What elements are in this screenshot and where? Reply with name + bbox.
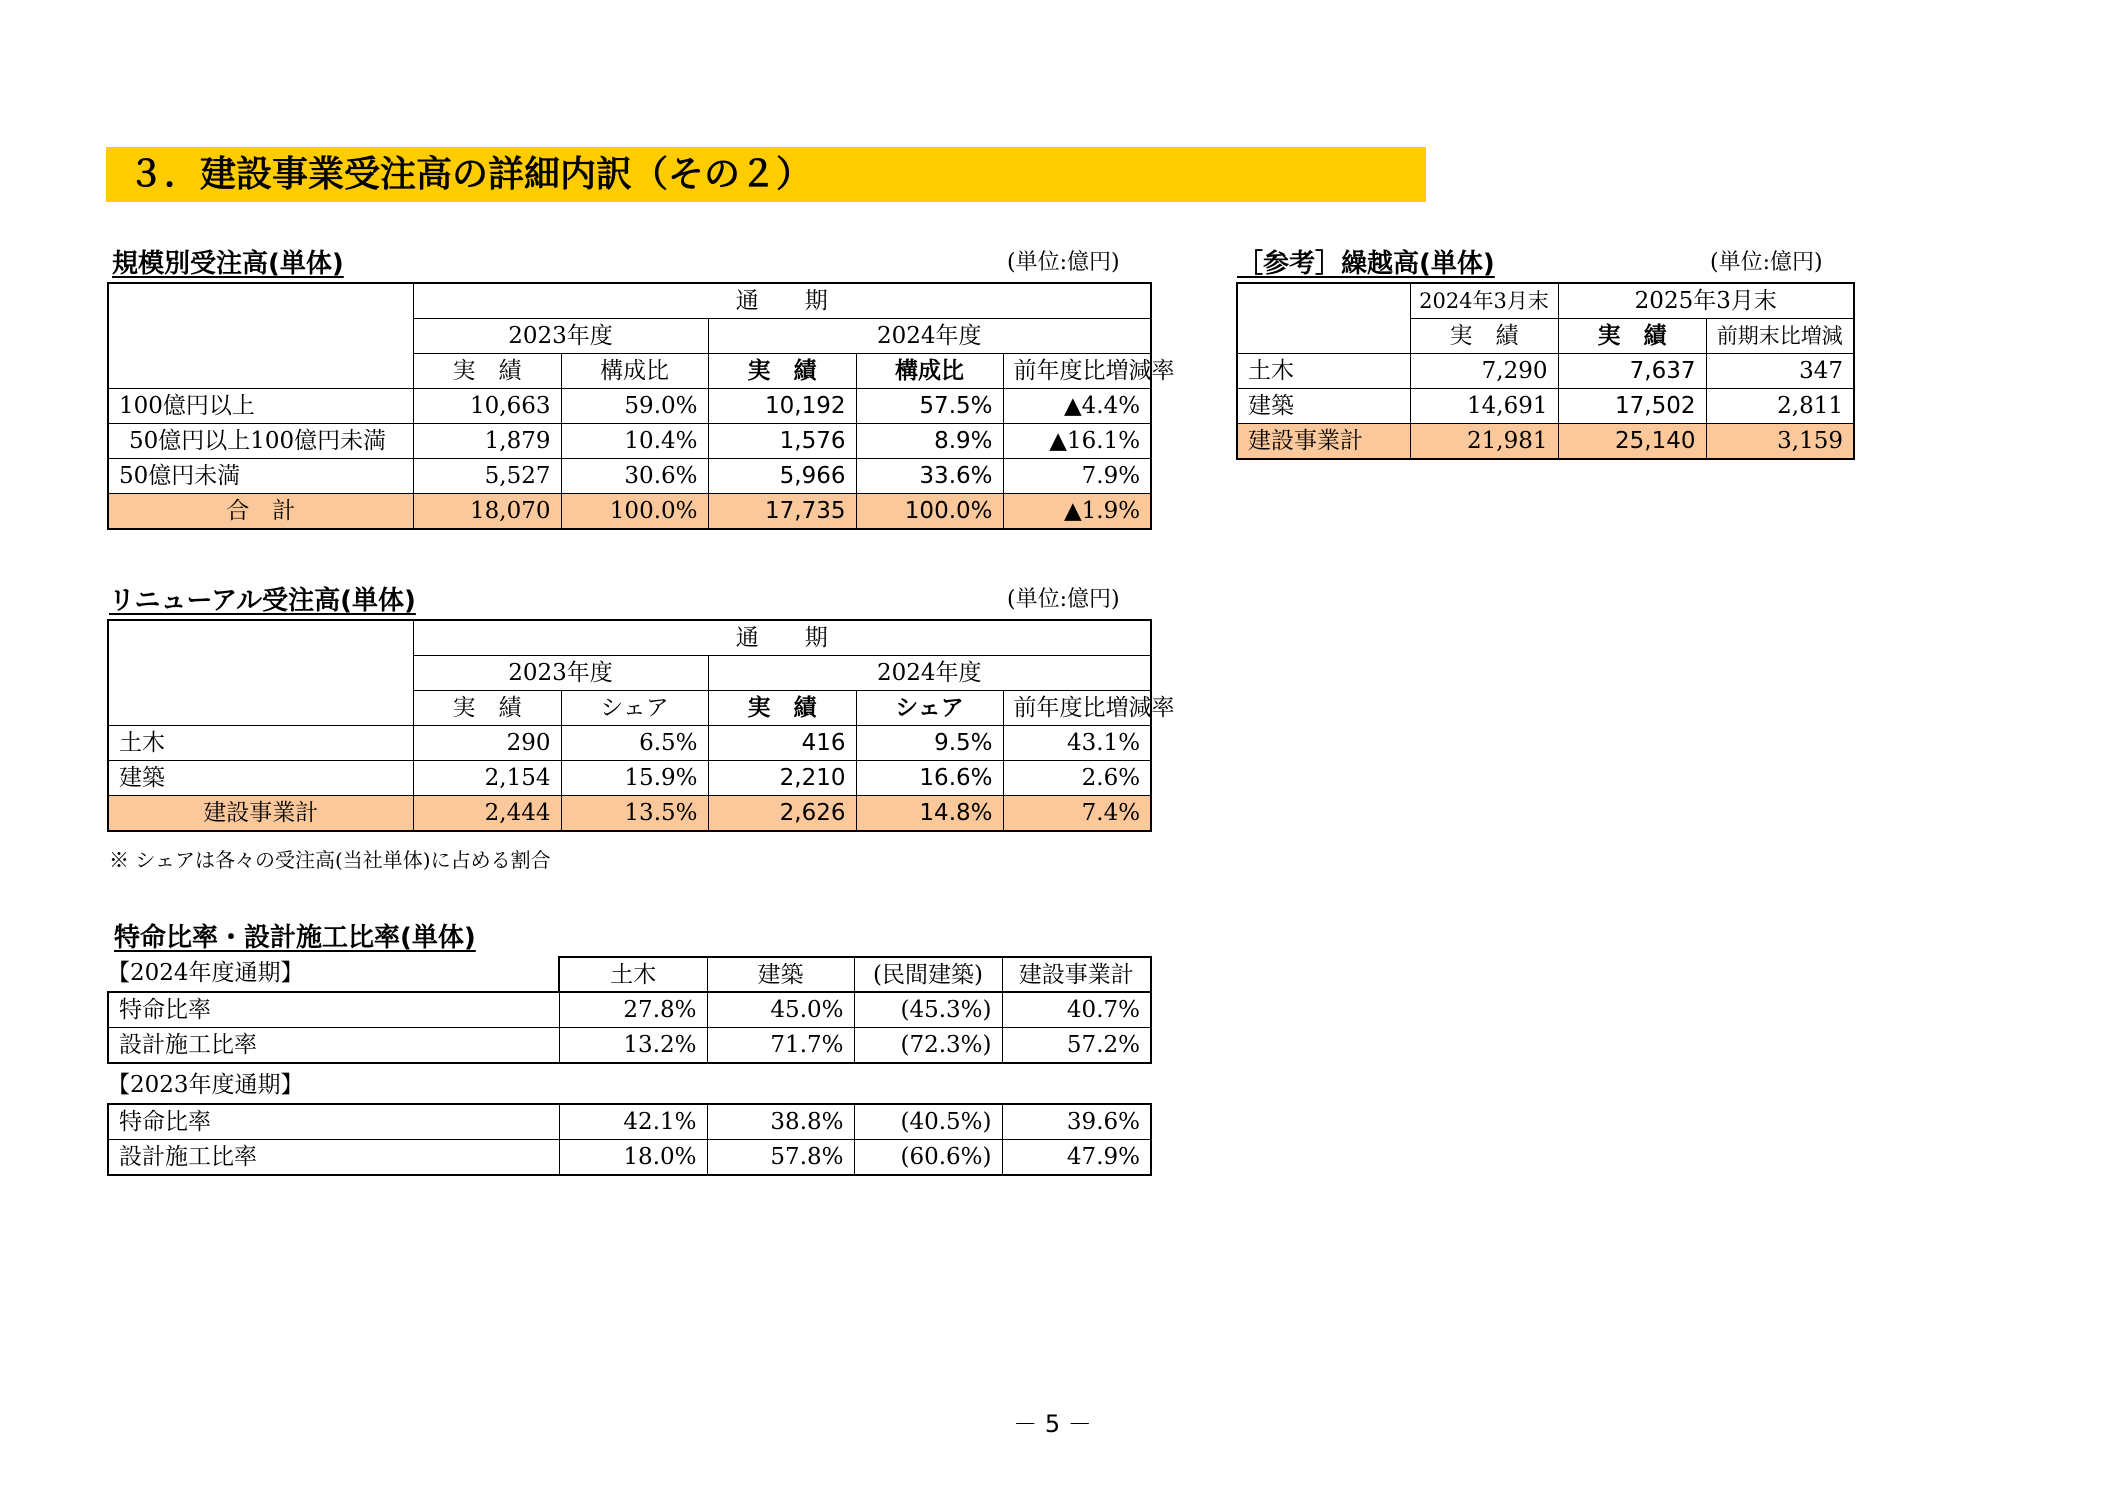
scale-actual-2023: 10,663: [413, 389, 561, 424]
scale-ratio-2023: 59.0%: [561, 389, 708, 424]
ratio-value-private-building: (72.3%): [854, 1028, 1002, 1064]
scale-ratio-2024: 33.6%: [856, 459, 1003, 494]
scale-total-actual-2024: 17,735: [708, 494, 856, 530]
renewal-fy2023-header: 2023年度: [413, 656, 708, 691]
scale-yoy: ▲4.4%: [1003, 389, 1151, 424]
ratio-value-total: 39.6%: [1002, 1104, 1151, 1140]
renewal-row-label: 土木: [108, 726, 413, 761]
scale-ratio-2024: 57.5%: [856, 389, 1003, 424]
ratio-row-label: 設計施工比率: [108, 1140, 559, 1176]
scale-fy2023-header: 2023年度: [413, 319, 708, 354]
scale-ratio-2023: 30.6%: [561, 459, 708, 494]
carry-total-curr: 25,140: [1558, 424, 1706, 460]
ratio-fy2023-table: [107, 1103, 1152, 1176]
scale-row-label: 50億円以上100億円未満: [108, 424, 413, 459]
scale-yoy: ▲16.1%: [1003, 424, 1151, 459]
renewal-row-label: 建築: [108, 761, 413, 796]
ratio-value-building: 38.8%: [707, 1104, 854, 1140]
ratio-fy2024-label: 【2024年度通期】: [107, 960, 304, 986]
carry-unit-label: (単位:億円): [1710, 250, 1823, 275]
renewal-period-header: 通 期: [413, 620, 1151, 656]
table-row-total: [1237, 424, 1854, 460]
renewal-total-share-2024: 14.8%: [856, 796, 1003, 832]
table-row: [108, 459, 1151, 494]
ratio-value-private-building: (40.5%): [854, 1104, 1002, 1140]
renewal-total-label: 建設事業計: [108, 796, 413, 832]
ratio-col-civil: 土木: [559, 957, 707, 993]
scale-table: [107, 282, 1175, 530]
carry-corner: [1237, 283, 1410, 354]
ratio-fy2023-label: 【2023年度通期】: [107, 1072, 304, 1098]
scale-col-ratio-2023: 構成比: [561, 354, 708, 389]
renewal-col-actual-2023: 実 績: [413, 691, 561, 726]
carry-row-label: 土木: [1237, 354, 1410, 389]
ratio-col-private-building: (民間建築): [854, 957, 1002, 993]
ratio-value-building: 45.0%: [707, 992, 854, 1028]
renewal-fy2024-header: 2024年度: [708, 656, 1151, 691]
ratio-value-building: 57.8%: [707, 1140, 854, 1176]
ratio-row-label: 設計施工比率: [108, 1028, 559, 1064]
scale-col-actual-2023: 実 績: [413, 354, 561, 389]
table-row: [1237, 354, 1854, 389]
ratio-value-total: 47.9%: [1002, 1140, 1151, 1176]
renewal-col-actual-2024: 実 績: [708, 691, 856, 726]
carry-diff: 2,811: [1706, 389, 1854, 424]
scale-actual-2024: 10,192: [708, 389, 856, 424]
scale-actual-2023: 1,879: [413, 424, 561, 459]
scale-ratio-2024: 8.9%: [856, 424, 1003, 459]
scale-section-title: 規模別受注高(単体): [112, 249, 344, 279]
scale-period-header: 通 期: [413, 283, 1151, 319]
carry-total-prev: 21,981: [1410, 424, 1558, 460]
renewal-total-actual-2024: 2,626: [708, 796, 856, 832]
scale-yoy: 7.9%: [1003, 459, 1151, 494]
table-row: [108, 1104, 1151, 1140]
renewal-col-share-2023: シェア: [561, 691, 708, 726]
scale-actual-2024: 5,966: [708, 459, 856, 494]
scale-total-ratio-2024: 100.0%: [856, 494, 1003, 530]
ratio-section-title: 特命比率・設計施工比率(単体): [114, 923, 476, 953]
renewal-actual-2023: 290: [413, 726, 561, 761]
table-row-total: [108, 494, 1151, 530]
carry-table: [1236, 282, 1855, 460]
ratio-row-label: 特命比率: [108, 992, 559, 1028]
scale-actual-2024: 1,576: [708, 424, 856, 459]
ratio-header-table: [558, 956, 1152, 993]
ratio-value-civil: 42.1%: [559, 1104, 707, 1140]
ratio-fy2024-table: [107, 991, 1152, 1064]
renewal-table: [107, 619, 1175, 832]
scale-row-label: 100億円以上: [108, 389, 413, 424]
carry-col-actual-curr: 実 績: [1558, 319, 1706, 354]
table-row: [108, 1028, 1151, 1064]
renewal-yoy: 43.1%: [1003, 726, 1151, 761]
renewal-share-2024: 9.5%: [856, 726, 1003, 761]
ratio-value-private-building: (45.3%): [854, 992, 1002, 1028]
ratio-value-private-building: (60.6%): [854, 1140, 1002, 1176]
scale-col-yoy: 前年度比増減率: [1003, 354, 1151, 389]
renewal-actual-2024: 2,210: [708, 761, 856, 796]
table-row: [108, 424, 1151, 459]
carry-col-diff: 前期末比増減: [1706, 319, 1854, 354]
carry-diff: 347: [1706, 354, 1854, 389]
carry-col-actual-prev: 実 績: [1410, 319, 1558, 354]
renewal-total-share-2023: 13.5%: [561, 796, 708, 832]
page-title: ３．建設事業受注高の詳細内訳（その２）: [106, 147, 1426, 202]
ratio-value-total: 40.7%: [1002, 992, 1151, 1028]
ratio-col-building: 建築: [707, 957, 854, 993]
renewal-total-yoy: 7.4%: [1003, 796, 1151, 832]
scale-total-ratio-2023: 100.0%: [561, 494, 708, 530]
carry-prev: 7,290: [1410, 354, 1558, 389]
carry-prev: 14,691: [1410, 389, 1558, 424]
renewal-actual-2024: 416: [708, 726, 856, 761]
carry-col-2024-end: 2024年3月末: [1410, 283, 1558, 319]
renewal-share-2023: 15.9%: [561, 761, 708, 796]
renewal-total-actual-2023: 2,444: [413, 796, 561, 832]
ratio-value-civil: 13.2%: [559, 1028, 707, 1064]
carry-total-label: 建設事業計: [1237, 424, 1410, 460]
ratio-value-building: 71.7%: [707, 1028, 854, 1064]
renewal-corner: [108, 620, 413, 726]
carry-col-2025-end: 2025年3月末: [1558, 283, 1854, 319]
renewal-col-share-2024: シェア: [856, 691, 1003, 726]
table-row: [108, 992, 1151, 1028]
scale-col-actual-2024: 実 績: [708, 354, 856, 389]
ratio-col-total: 建設事業計: [1002, 957, 1151, 993]
renewal-share-2023: 6.5%: [561, 726, 708, 761]
scale-fy2024-header: 2024年度: [708, 319, 1151, 354]
table-row: [108, 761, 1151, 796]
scale-total-label: 合 計: [108, 494, 413, 530]
carry-section-title: ［参考］繰越高(単体): [1237, 249, 1495, 279]
renewal-unit-label: (単位:億円): [1007, 587, 1120, 612]
scale-actual-2023: 5,527: [413, 459, 561, 494]
carry-curr: 17,502: [1558, 389, 1706, 424]
scale-corner: [108, 283, 413, 389]
scale-unit-label: (単位:億円): [1007, 250, 1120, 275]
carry-total-diff: 3,159: [1706, 424, 1854, 460]
renewal-section-title: リニューアル受注高(単体): [109, 586, 416, 616]
renewal-share-2024: 16.6%: [856, 761, 1003, 796]
ratio-value-total: 57.2%: [1002, 1028, 1151, 1064]
page-number: － 5 －: [1013, 1410, 1092, 1438]
carry-curr: 7,637: [1558, 354, 1706, 389]
scale-total-actual-2023: 18,070: [413, 494, 561, 530]
scale-ratio-2023: 10.4%: [561, 424, 708, 459]
renewal-yoy: 2.6%: [1003, 761, 1151, 796]
ratio-value-civil: 18.0%: [559, 1140, 707, 1176]
table-row: [108, 389, 1151, 424]
table-row: [108, 726, 1151, 761]
table-row-total: [108, 796, 1151, 832]
ratio-value-civil: 27.8%: [559, 992, 707, 1028]
table-row: [1237, 389, 1854, 424]
ratio-row-label: 特命比率: [108, 1104, 559, 1140]
renewal-footnote: ※ シェアは各々の受注高(当社単体)に占める割合: [109, 848, 551, 872]
scale-col-ratio-2024: 構成比: [856, 354, 1003, 389]
scale-row-label: 50億円未満: [108, 459, 413, 494]
renewal-actual-2023: 2,154: [413, 761, 561, 796]
scale-total-yoy: ▲1.9%: [1003, 494, 1151, 530]
renewal-col-yoy: 前年度比増減率: [1003, 691, 1151, 726]
carry-row-label: 建築: [1237, 389, 1410, 424]
table-row: [108, 1140, 1151, 1176]
